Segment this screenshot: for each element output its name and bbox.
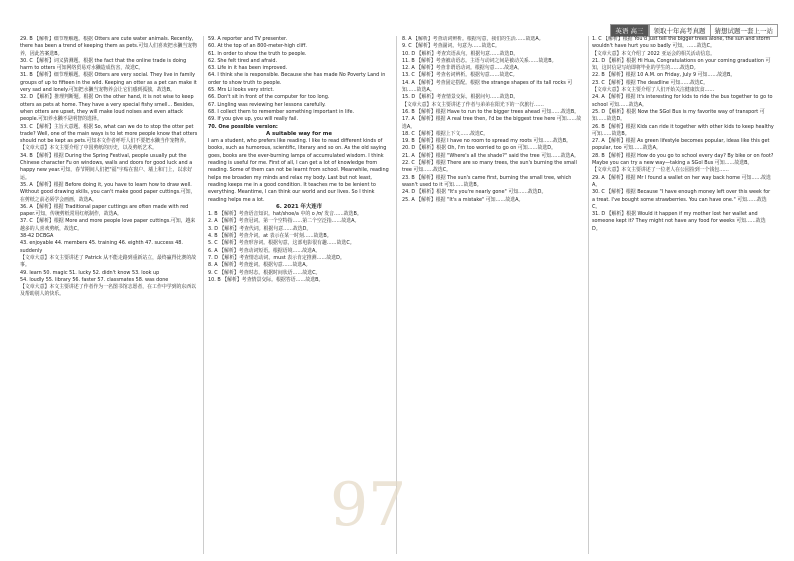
answer-text: 27. A 【解析】根据 As green lifestyle becomes popular, ideas like this get popular, too 可知……故选A。 — [592, 138, 770, 152]
answer-text: 61. In order to show the truth to people. — [208, 50, 307, 57]
answer-text: 66. Don't sit in front of the computer for too long. — [208, 94, 330, 101]
answer-text: 8. A 【解析】考查动词辨析。根据句意，我们的生活……故选A。 — [402, 36, 544, 42]
answer-text: 31. D 【解析】根据 Would it happen if my mother lost her wallet and someone kept it? They might not have any food for weeks 可知……故选D。 — [592, 211, 766, 232]
answer-text: 23. C 【解析】根据 The deadline 可知……故选C。 — [592, 79, 709, 86]
answer-text: 63. Life in it has been improved. — [208, 65, 288, 72]
answer-text: 36. A 【解析】根据 Traditional paper cuttings are often made with red paper.可知，传统剪纸常用红纸制作，故选A。 — [20, 203, 189, 218]
answer-text: 43. enjoyable 44. members 45. training 46. eighth 47. success 48. suddenly — [20, 240, 183, 254]
answer-text: 21. D 【解析】根据 Hi Hua, Congratulations on your coming graduation 可知，这封信是写给即将毕业的学生的……故选D。 — [592, 57, 771, 72]
answer-text: 33. C 【解析】主旨大意题。根据 So, what can we do to stop the otter pet trade? Well, one of the main ways is to let more people know that otters should not be kept as pets.可知本文作者呼吁人们不要把水獭当作宠物养。 — [20, 123, 198, 145]
answer-text: 9. C 【解析】考查副词。句意为……故选C。 — [402, 43, 500, 50]
answer-text: 26. B 【解析】根据 Kids can ride it together with other kids to keep healthy 可知……故选B。 — [592, 123, 774, 137]
answer-text: 13. C 【解析】考查名词辨析。根据句意……故选C。 — [402, 72, 518, 79]
answer-text: 59. A reporter and TV presenter. — [208, 36, 288, 42]
answer-text: 37. C 【解析】根据 More and more people love paper cuttings.可知，越来越多的人喜欢剪纸，故选C。 — [20, 218, 196, 232]
answer-text: 14. A 【解析】考查固定搭配。根据 the strange shapes of its tall rocks 可知……故选A。 — [402, 79, 573, 94]
answer-text: 62. She felt tired and afraid. — [208, 57, 278, 64]
answer-text: 22. C 【解析】根据 There are so many trees, the sun's burning the small tree 可知……故选C。 — [402, 160, 577, 174]
answer-text: 19. B 【解析】根据 I have no room to spread my roots 可知……故选B。 — [402, 138, 571, 145]
answer-text: 4. B 【解析】考查介词。at 表示在某一时刻……故选B。 — [208, 233, 332, 240]
answer-text: 【文章大意】本文主要介绍了人们开始关注健康饮食…… — [592, 87, 715, 94]
answer-text: 10. B 【解析】考查情景交际。根据答语……故选B。 — [208, 276, 324, 283]
section-title: 6. 2021 年大连市 — [275, 203, 323, 210]
answer-text: 20. D 【解析】根据 Oh, I'm too worried to go on 可知……故选D。 — [402, 145, 556, 152]
answer-text: 25. A 【解析】根据 "It's a mistake" 可知……故选A。 — [402, 196, 524, 203]
page-number-watermark: 97 — [330, 470, 407, 540]
answer-text: 【文章大意】本文主要讲述了作者与弟弟在阳光下的一次旅行…… — [402, 101, 544, 108]
essay-heading: 70. One possible version: — [208, 123, 278, 130]
answer-text: 8. A 【解析】考查连词。根据句意……故选A。 — [208, 262, 311, 269]
answer-text: 【文章大意】本文介绍了 2022 亚运会的相关活动信息。 — [592, 50, 716, 57]
answer-text: 25. D 【解析】根据 Now the SGol Bus is my favorite way of transport 可知……故选D。 — [592, 108, 765, 123]
answer-text: 17. A 【解析】根据 A real tree then, I'd be the biggest tree here 可知……故选A。 — [402, 116, 582, 130]
answer-text: 15. D 【解析】考查情景交际。根据问句……故选D。 — [402, 94, 519, 101]
answer-text: 22. B 【解析】根据 10 A.M. on Friday, July 9 可知……故选B。 — [592, 72, 736, 79]
answer-text: 38-42 DCBGA — [20, 233, 54, 240]
answer-column-3 — [402, 36, 585, 556]
answer-text: 68. I collect them to remember something important in life. — [208, 108, 355, 115]
answer-text: 2. A 【解析】考查冠词。第一个空特指……第二个空泛指……故选A。 — [208, 218, 360, 225]
answer-text: 21. A 【解析】根据 "Where's all the shade?" said the tree 可知……故选A。 — [402, 152, 579, 159]
answer-text: 35. A 【解析】根据 Before doing it, you have to learn how to draw well. Without good drawing skills, you can't make good paper cuttings.可知，在剪纸之前必须学会画画，故选A。 — [20, 181, 196, 203]
answer-text: 24. D 【解析】根据 "It's you're nearly gone" 可知……故选D。 — [402, 189, 547, 196]
page-header — [0, 0, 794, 35]
answer-text: 34. B 【解析】根据 During the Spring Festival, people usually put the Chinese character Fu on windows, walls and doors for good luck and a happy new year.可知，春节期间人们把"福"字贴在窗户、墙上和门上，以求好运。 — [20, 152, 193, 181]
answer-text: 18. C 【解析】根据上下文……故选C。 — [402, 130, 489, 137]
answer-text: 【文章大意】本文主要介绍了中国剪纸的历史，以及剪纸艺术。 — [20, 145, 157, 152]
answer-text: 49. learn 50. magic 51. lucky 52. didn't know 53. look up — [20, 269, 160, 276]
answer-text: 65. Mrs Li looks very strict. — [208, 87, 274, 94]
answer-text: 31. B 【解析】细节理解题。根据 Otters are very social. They live in family groups of up to fifteen in the wild. Keeping an otter as a pet can make it very sad and lonely.可知把水獭当宠物养会让它们感到孤独，故选B。 — [20, 72, 197, 94]
answer-text: 6. A 【解析】考查动词短语。根据语境……故选A。 — [208, 247, 321, 254]
answer-text: 11. B 【解析】考查被动语态。主语与动词之间是被动关系……故选B。 — [402, 57, 557, 64]
answer-text: 29. A 【解析】根据 Mr I found a wallet on her way back home 可知……故选A。 — [592, 174, 771, 188]
answer-text: 28. B 【解析】根据 How do you go to school every day? By bike or on foot? Maybe you can try a new way—taking a SGol Bus 可知……故选B。 — [592, 152, 774, 167]
answer-text: 7. D 【解析】考查情态动词。must 表示肯定推测……故选D。 — [208, 254, 345, 261]
answer-text: 30. C 【解析】根据 Because "I have enough money left over this week for a treat. I've bought some strawberries. You can have one." 可知……故选C。 — [592, 189, 771, 210]
answer-text: 10. D 【解析】考查宾语从句。根据句意……故选D。 — [402, 50, 519, 57]
answer-text: 67. Lingling was reviewing her lessons carefully. — [208, 101, 326, 108]
header-tag: 领取十年高考真题 — [649, 24, 711, 37]
answer-text: 1. C 【解析】根据 You'd just tell the bigger trees alone, the sun and storm wouldn't have hurt you so badly 可知，……故选C。 — [592, 36, 771, 50]
answer-text: 24. A 【解析】根据 It's interesting for kids to ride the bus together to go to school 可知……故选A。 — [592, 94, 773, 108]
answer-text: 32. D 【解析】推理判断题。根据 On the other hand, it is not wise to keep otters as pets at home. They have a very special fishy smell... Besides, when otters are upset, they will make loud noises and even attack people.可知养水獭不是明智的选择。 — [20, 94, 195, 123]
answer-text: 54. loudly 55. library 56. faster 57. classmates 58. was done — [20, 276, 169, 283]
essay-title: A suitable way for me — [265, 130, 333, 137]
answer-text: 9. C 【解析】考查时态。根据时间状语……故选C。 — [208, 269, 321, 276]
answer-text: 64. I think she is responsible. Because she has made No Poverty Land in order to show truth to people. — [208, 72, 386, 86]
answer-text: 12. A 【解析】考查非谓语动词。根据句意……故选A。 — [402, 65, 523, 72]
answer-text: 【文章大意】本文主要讲述了 Patrick 从不能走路到重新站立，最终赢得比赛的故事。 — [20, 254, 197, 269]
header-tag: 英语 高三 — [610, 24, 648, 37]
answer-text: 1. B 【解析】考查语音知识。hat/shoe/a 中的 o /ʊ/ 发音……故选B。 — [208, 211, 362, 218]
essay-body: I am a student, who prefers like reading. I like to read different kinds of books, such as humorous, scientific, literary and so on. As the old saying goes, books are the ever-burning lamps of accumulated wisdom. I think reading is useful for me. First of all, I can get a lot of knowledge from reading. Some of them can not be learnt from school. Meanwhile, reading helps me broaden my minds and relax my body. Last but not least, reading keeps me in a good condition. It teaches me to be lenient to everything. Meantime, I can think our world and our lives. So I think reading helps me a lot. — [208, 138, 389, 203]
answer-text: 3. D 【解析】考查代词。根据句意……故选D。 — [208, 225, 312, 232]
answer-text: 23. B 【解析】根据 The sun's came first, burning the small tree, which wasn't used to it 可知……故选B。 — [402, 174, 572, 188]
answer-text: 69. If you give up, you will really fail. — [208, 116, 299, 123]
answer-text: 【文章大意】本文主要讲述了作者作为一名图书馆志愿者，在工作中学到的东西以及帮助别人的快乐。 — [20, 284, 197, 298]
answer-text: 60. At the top of an 800-meter-high cliff. — [208, 43, 307, 50]
answer-text: 30. C 【解析】词义猜测题。根据 the fact that the online trade is doing harm to otters 可知网络贸易对水獭造成伤害，故选C。 — [20, 57, 187, 72]
answer-text: 5. C 【解析】考查形容词。根据句意，这部电影很有趣……故选C。 — [208, 240, 355, 247]
answer-column-4 — [592, 36, 774, 556]
answer-text: 29. B 【解析】细节理解题。根据 Otters are cute water animals. Recently, there has been a trend of keeping them as pets.可知人们喜欢把水獭当宠物养，因此答案选B。 — [20, 36, 198, 57]
answer-text: 16. B 【解析】根据 Have to run to the bigger trees ahead 可知……故选B。 — [402, 108, 580, 115]
answer-column-1 — [20, 36, 200, 556]
header-tag: 猜想试题一套上一站 — [711, 24, 779, 37]
column-divider — [203, 36, 204, 554]
column-divider — [588, 36, 589, 554]
answer-text: 【文章大意】本文主要讲述了一位老人在公园捡到一个钱包…… — [592, 167, 729, 174]
